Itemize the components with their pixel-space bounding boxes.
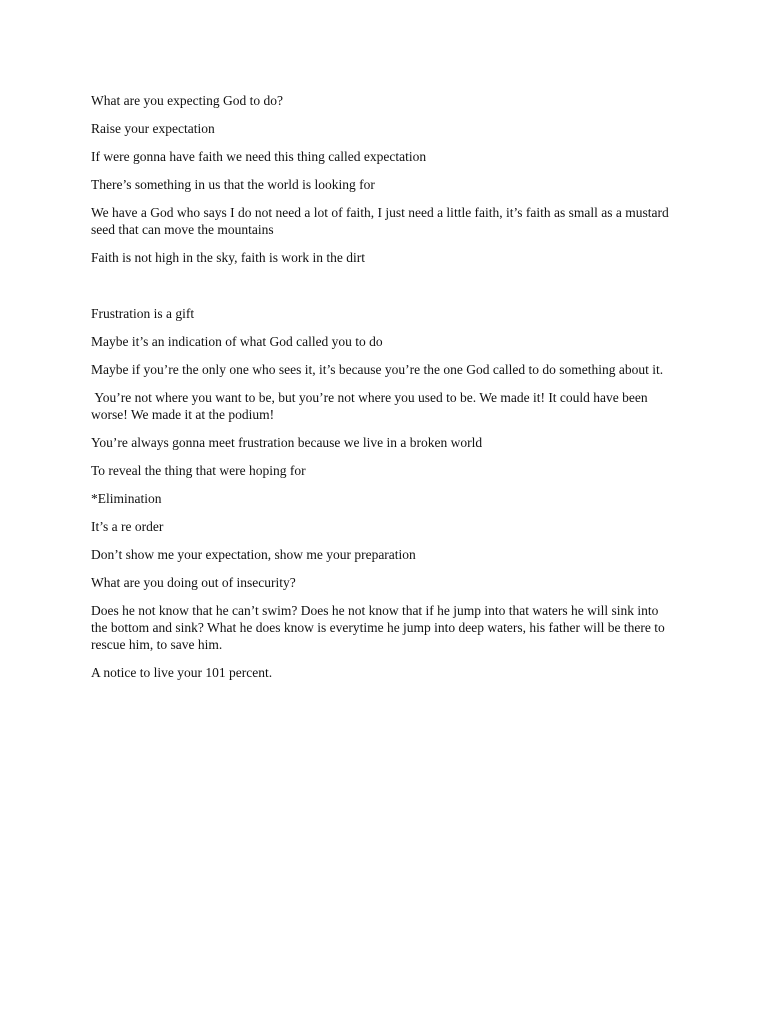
paragraph-reveal: To reveal the thing that were hoping for bbox=[91, 463, 306, 478]
paragraph-frustration-gift: Frustration is a gift bbox=[91, 306, 195, 321]
document-body bbox=[91, 92, 671, 692]
paragraph-re-order: It’s a re order bbox=[91, 519, 164, 534]
paragraph-faith-expectation: If were gonna have faith we need this thing called expectation bbox=[91, 149, 427, 164]
paragraph-work-in-dirt: Faith is not high in the sky, faith is work in the dirt bbox=[91, 250, 365, 265]
paragraph-insecurity: What are you doing out of insecurity? bbox=[91, 575, 296, 590]
paragraph-mustard-seed: We have a God who says I do not need a lot of faith, I just need a little faith, it’s faith as small as a mustard seed that can move the mountains bbox=[91, 205, 673, 237]
paragraph-preparation: Don’t show me your expectation, show me your preparation bbox=[91, 547, 416, 562]
paragraph-101-percent: A notice to live your 101 percent. bbox=[91, 665, 273, 680]
paragraph-podium: You’re not where you want to be, but you’re not where you used to be. We made it! It could have been worse! We made it at the podium! bbox=[91, 390, 652, 422]
paragraph-swim: Does he not know that he can’t swim? Does he not know that if he jump into that waters he will sink into the bottom and sink? What he does know is everytime he jump into deep waters, his father will be there to rescue him, to save him. bbox=[91, 603, 669, 652]
paragraph-elimination: *Elimination bbox=[91, 491, 162, 506]
paragraph-expecting-god: What are you expecting God to do? bbox=[91, 93, 283, 108]
paragraph-raise-expectation: Raise your expectation bbox=[91, 121, 215, 136]
paragraph-broken-world: You’re always gonna meet frustration because we live in a broken world bbox=[91, 435, 483, 450]
paragraph-world-looking: There’s something in us that the world is looking for bbox=[91, 177, 375, 192]
paragraph-only-one: Maybe if you’re the only one who sees it, it’s because you’re the one God called to do something about it. bbox=[91, 362, 664, 377]
paragraph-indication: Maybe it’s an indication of what God called you to do bbox=[91, 334, 383, 349]
